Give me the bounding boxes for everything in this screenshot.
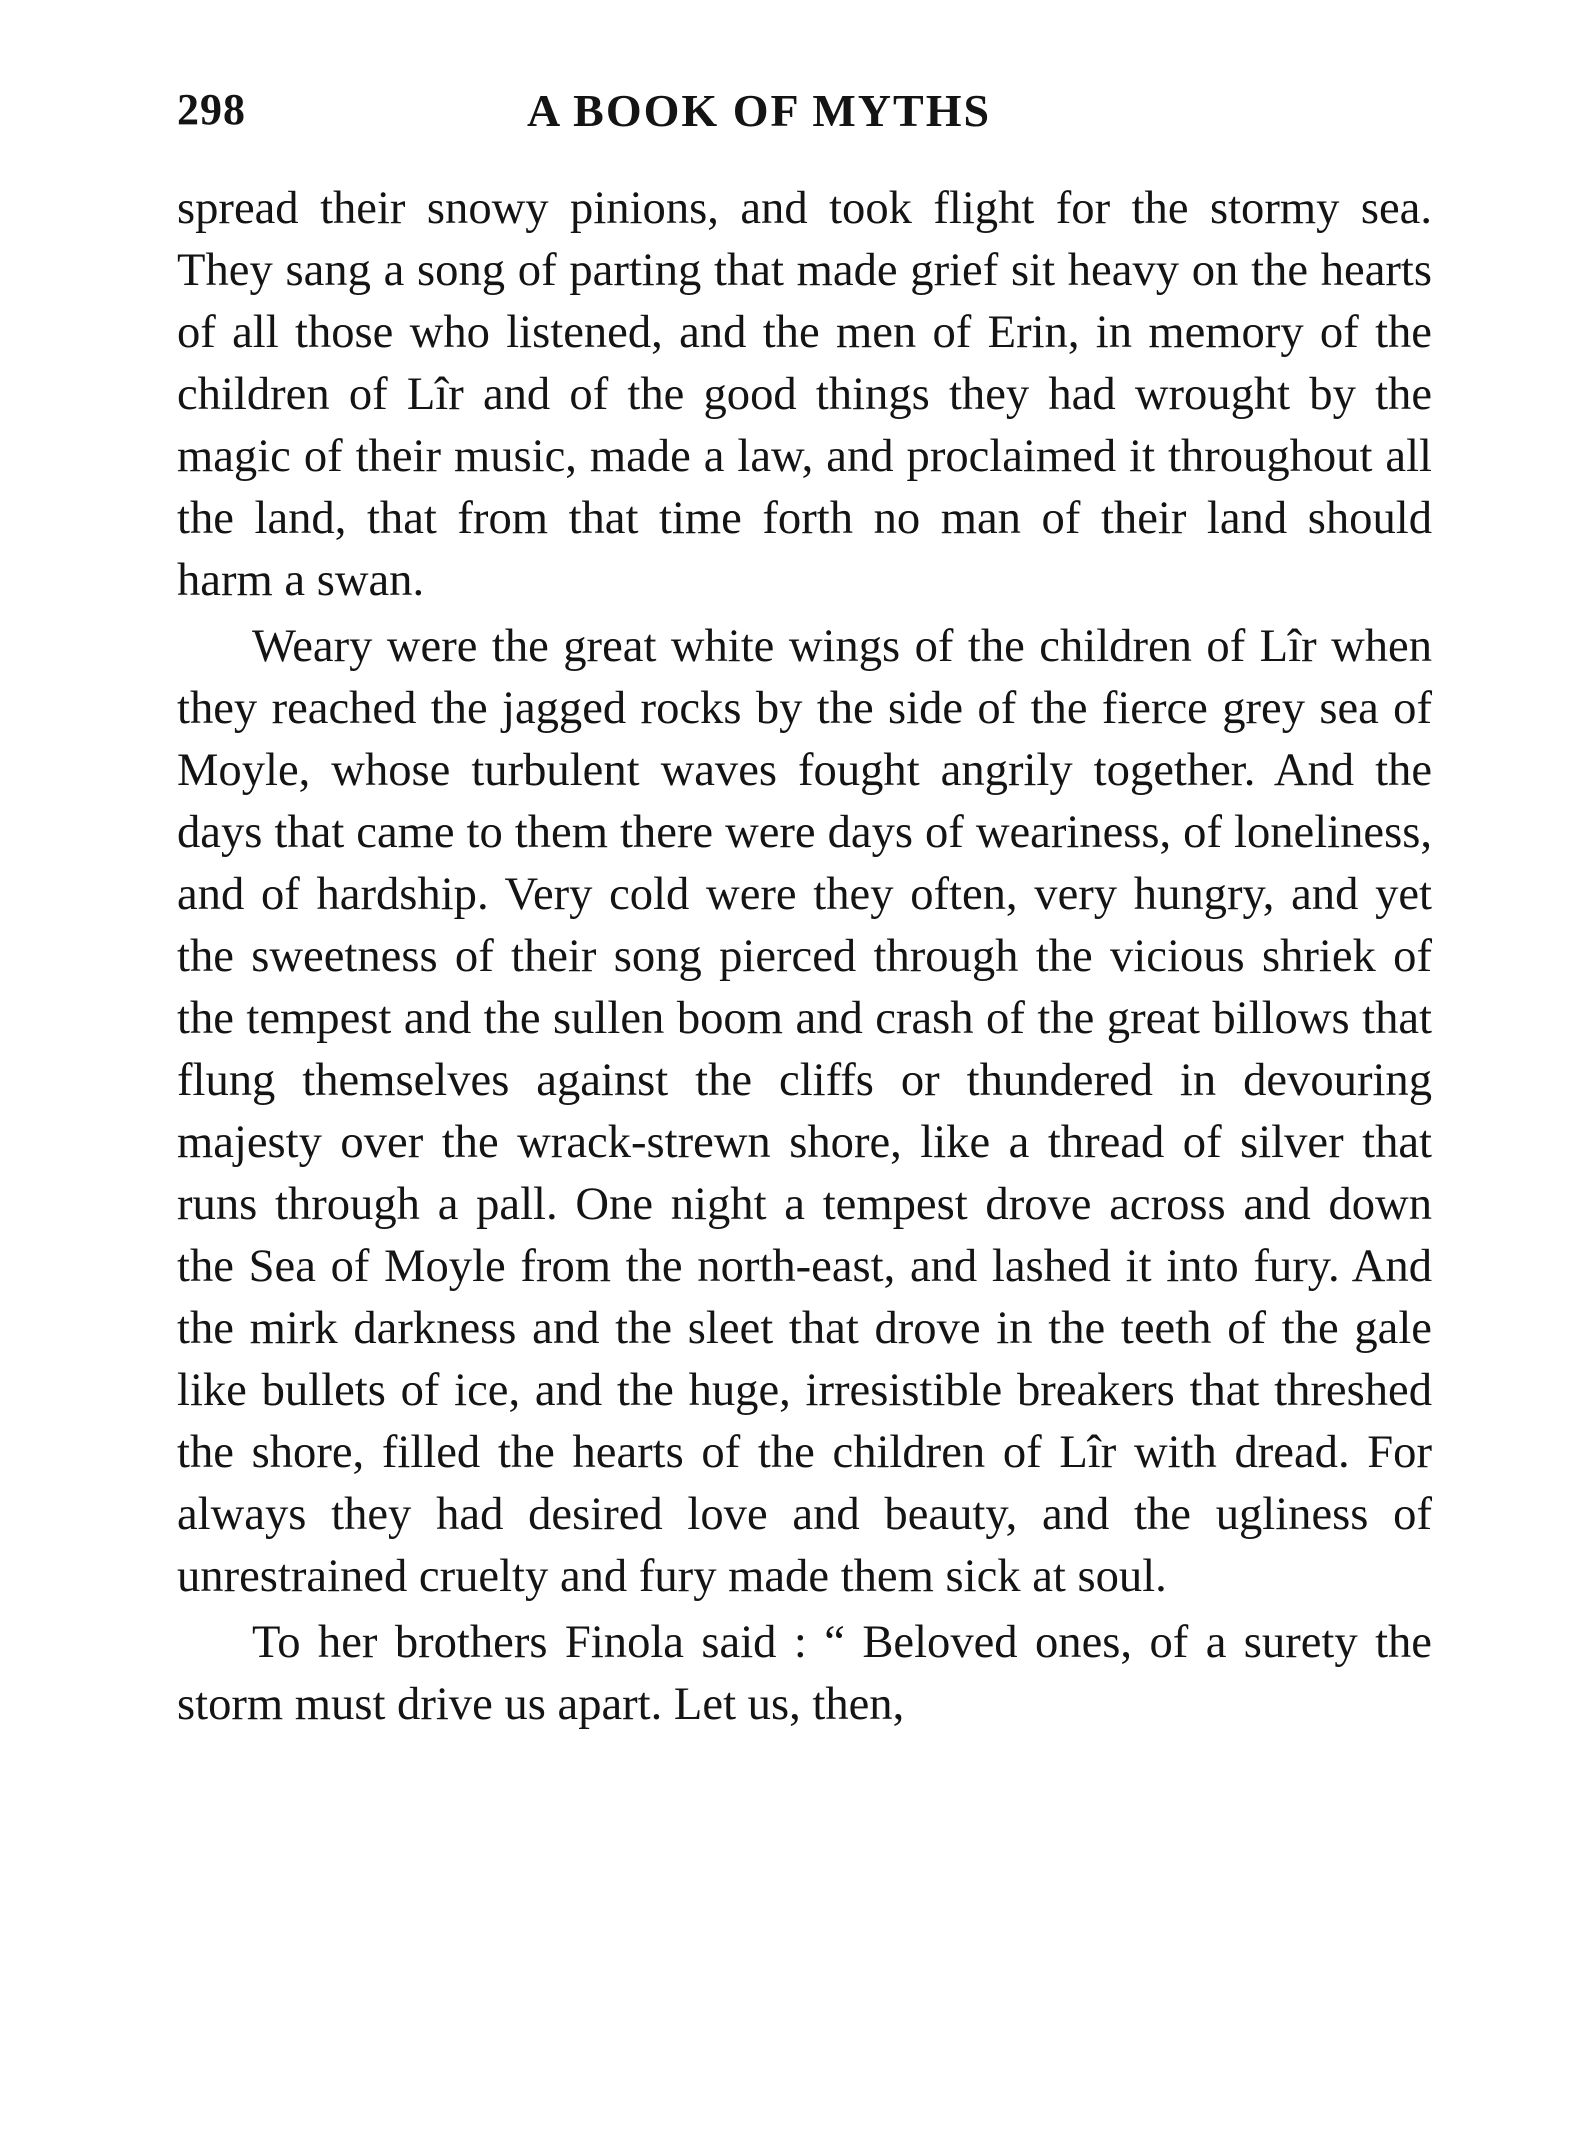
page-number: 298 — [177, 85, 246, 134]
book-title: A BOOK OF MYTHS — [527, 85, 992, 136]
paragraph-finola-speech: To her brothers Finola said : “ Beloved ones, of a surety the storm must drive us apart. Let us, then, — [177, 1616, 1432, 1730]
paragraph-weary-wings: Weary were the great white wings of the children of Lîr when they reached the jagged rocks by the side of the fierce grey sea of Moyle, whose turbulent waves fought angrily together. And the days that came to them there were days of weariness, of loneliness, and of hardship. Very cold were they often, very hungry, and yet the sweetness of their song pierced through the vicious shriek of the tempest and the sullen boom and crash of the great billows that flung themselves against the cliffs or thundered in devouring majesty over the wrack-strewn shore, like a thread of silver that runs through a pall. One night a tempest drove across and down the Sea of Moyle from the north-east, and lashed it into fury. And the mirk darkness and the sleet that drove in the teeth of the gale like bullets of ice, and the huge, irresistible breakers that threshed the shore, filled the hearts of the children of Lîr with dread. For always they had desired love and beauty, and the ugliness of unrestrained cruelty and fury made them sick at soul. — [177, 620, 1432, 1602]
running-head — [177, 84, 1432, 144]
body-text — [177, 177, 1432, 1735]
paragraph-continuation: spread their snowy pinions, and took flight for the stormy sea. They sang a song of parting that made grief sit heavy on the hearts of all those who listened, and the men of Erin, in memory of the children of Lîr and of the good things they had wrought by the magic of their music, made a law, and proclaimed it throughout all the land, that from that time forth no man of their land should harm a swan. — [177, 182, 1432, 606]
